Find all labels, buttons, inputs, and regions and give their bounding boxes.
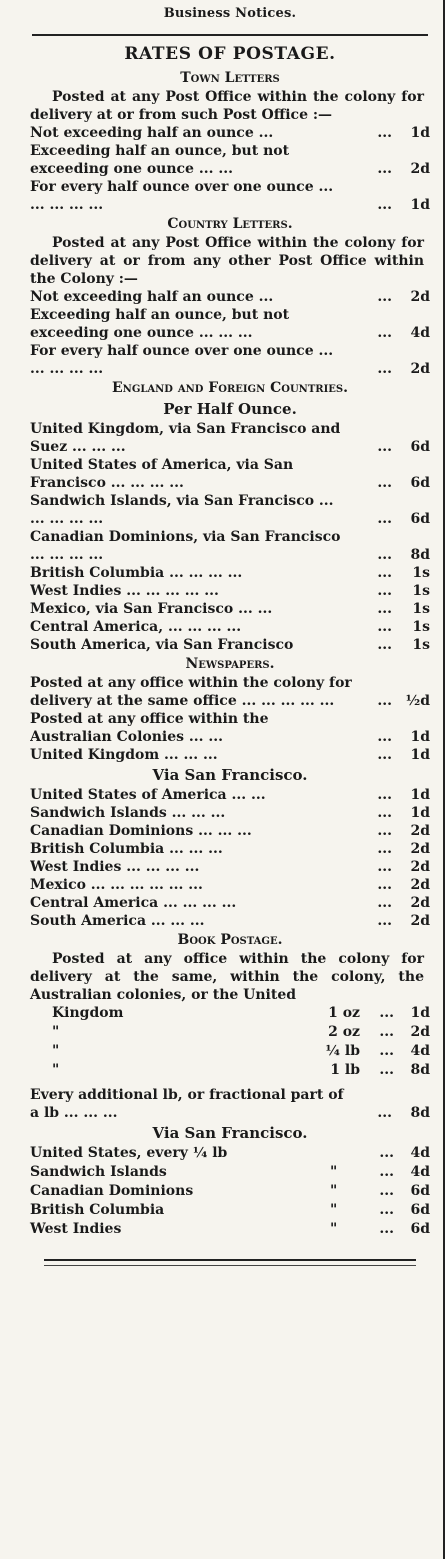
rate-row <box>30 564 430 582</box>
row-description: British Columbia ... ... ... <box>30 841 223 857</box>
row-leader: ... <box>377 511 392 527</box>
row-leader: ... <box>377 787 392 803</box>
book-additional-row <box>30 1086 430 1122</box>
rate-row <box>30 124 430 142</box>
row-leader: ... <box>379 1024 394 1040</box>
rate-row <box>30 456 430 492</box>
row-price: 6d <box>410 1202 430 1218</box>
row-price: 1d <box>410 787 430 803</box>
row-weight: " <box>330 1202 338 1218</box>
row-weight: 2 oz <box>328 1024 360 1040</box>
rate-row <box>30 618 430 636</box>
row-leader: ... <box>377 583 392 599</box>
row-price: 1d <box>410 125 430 141</box>
row-leader: ... <box>377 729 392 745</box>
row-price: 1d <box>410 1005 430 1021</box>
book-via-heading: Via San Francisco. <box>152 1124 308 1142</box>
weight-row <box>30 1042 430 1061</box>
row-description: For every half ounce over one ounce ... ... ... ... ... <box>30 343 334 377</box>
row-price: 6d <box>410 475 430 491</box>
newspapers-via-heading: Via San Francisco. <box>152 766 308 784</box>
rate-row <box>30 840 430 858</box>
row-weight: 1 oz <box>328 1005 360 1021</box>
row-leader: ... <box>377 361 392 377</box>
row-description: Central America ... ... ... ... <box>30 895 237 911</box>
row-leader: ... <box>377 289 392 305</box>
row-price: 1d <box>410 805 430 821</box>
rate-row <box>30 288 430 306</box>
row-price: 4d <box>410 1043 430 1059</box>
rate-row <box>30 582 430 600</box>
row-label: United States, every ¼ lb <box>30 1145 228 1161</box>
rate-row <box>30 674 430 710</box>
row-price: 2d <box>410 1024 430 1040</box>
row-description: Not exceeding half an ounce ... <box>30 125 274 141</box>
row-leader: ... <box>379 1164 394 1180</box>
row-description: United States of America ... ... <box>30 787 266 803</box>
weight-row <box>30 1004 430 1023</box>
rate-row <box>30 342 430 378</box>
row-price: 1s <box>412 619 430 635</box>
row-weight: ¼ lb <box>325 1043 360 1059</box>
row-description: For every half ounce over one ounce ... ... ... ... ... <box>30 179 334 213</box>
row-description: Canadian Dominions ... ... ... <box>30 823 252 839</box>
book-weight-rates <box>30 1004 430 1080</box>
row-weight: " <box>330 1221 338 1237</box>
row-leader: ... <box>379 1062 394 1078</box>
row-leader: ... <box>377 841 392 857</box>
row-label: " <box>52 1043 60 1059</box>
rate-row <box>30 858 430 876</box>
row-leader: ... <box>379 1202 394 1218</box>
row-leader: ... <box>377 693 392 709</box>
row-leader: ... <box>379 1043 394 1059</box>
row-price: 2d <box>410 859 430 875</box>
row-price: 2d <box>410 289 430 305</box>
row-description: Not exceeding half an ounce ... <box>30 289 274 305</box>
row-price: 1s <box>412 565 430 581</box>
row-price: 8d <box>410 547 430 563</box>
row-price: 6d <box>410 1221 430 1237</box>
row-price: 8d <box>410 1105 430 1121</box>
newspaper-rates <box>30 674 430 764</box>
row-leader: ... <box>377 877 392 893</box>
row-price: 2d <box>410 877 430 893</box>
row-description: South America, via San Francisco <box>30 637 294 653</box>
row-label: British Columbia <box>30 1202 165 1218</box>
row-price: 2d <box>410 361 430 377</box>
foreign-subheading: Per Half Ounce. <box>163 400 297 418</box>
weight-row <box>30 1163 430 1182</box>
row-label: Sandwich Islands <box>30 1164 167 1180</box>
row-price: 4d <box>410 325 430 341</box>
row-leader: ... <box>377 619 392 635</box>
foreign-rates <box>30 420 430 654</box>
row-description: Mexico ... ... ... ... ... ... <box>30 877 203 893</box>
rate-row <box>30 420 430 456</box>
rate-row <box>30 804 430 822</box>
weight-row <box>30 1144 430 1163</box>
bottom-rule-thin <box>44 1265 416 1266</box>
row-leader: ... <box>377 475 392 491</box>
row-leader: ... <box>377 823 392 839</box>
weight-row <box>30 1201 430 1220</box>
row-price: 6d <box>410 1183 430 1199</box>
row-price: 2d <box>410 161 430 177</box>
rate-row <box>30 822 430 840</box>
row-leader: ... <box>377 859 392 875</box>
row-description: West Indies ... ... ... ... ... <box>30 583 219 599</box>
rate-row <box>30 528 430 564</box>
row-description: Exceeding half an ounce, but not exceeding one ounce ... ... ... <box>30 307 290 341</box>
rate-row <box>30 142 430 178</box>
row-description: Posted at any office within the colony for delivery at the same office ... ... ... ... ... <box>30 675 352 709</box>
row-price: 1s <box>412 637 430 653</box>
rate-row <box>30 492 430 528</box>
row-price: 4d <box>410 1145 430 1161</box>
country-letters-intro: Posted at any Post Office within the colony for delivery at or from any other Post Office within the Colony :— <box>30 235 424 287</box>
row-price: 1d <box>410 197 430 213</box>
book-postage-intro: Posted at any office within the colony for delivery at the same, within the colony, the Australian colonies, or the United <box>30 951 424 1003</box>
rate-row <box>30 894 430 912</box>
row-leader: ... <box>377 565 392 581</box>
book-via-rates <box>30 1144 430 1239</box>
row-description: Central America, ... ... ... ... <box>30 619 242 635</box>
section-header: Business Notices. <box>163 6 297 21</box>
row-leader: ... <box>377 547 392 563</box>
row-leader: ... <box>377 197 392 213</box>
row-weight: 1 lb <box>330 1062 360 1078</box>
row-price: 2d <box>410 895 430 911</box>
page-title: RATES OF POSTAGE. <box>124 44 336 64</box>
row-leader: ... <box>377 325 392 341</box>
row-description: Exceeding half an ounce, but not exceeding one ounce ... ... <box>30 143 290 177</box>
row-price: 1d <box>410 729 430 745</box>
country-letters-rates <box>30 288 430 378</box>
row-description: British Columbia ... ... ... ... <box>30 565 243 581</box>
row-leader: ... <box>379 1005 394 1021</box>
row-description: Every additional lb, or fractional part of a lb ... ... ... <box>30 1087 344 1121</box>
row-leader: ... <box>377 637 392 653</box>
country-letters-heading: Country Letters. <box>167 216 293 232</box>
row-description: United Kingdom ... ... ... <box>30 747 218 763</box>
row-price: 6d <box>410 439 430 455</box>
row-label: " <box>52 1062 60 1078</box>
row-leader: ... <box>377 1105 392 1121</box>
row-label: West Indies <box>30 1221 122 1237</box>
divider <box>32 34 428 36</box>
row-description: Posted at any office within the Australian Colonies ... ... <box>30 711 269 745</box>
rate-row <box>30 710 430 746</box>
row-description: Mexico, via San Francisco ... ... <box>30 601 273 617</box>
town-letters-intro: Posted at any Post Office within the colony for delivery at or from such Post Office :— <box>30 89 424 123</box>
row-leader: ... <box>377 805 392 821</box>
row-label: Canadian Dominions <box>30 1183 194 1199</box>
row-description: Canadian Dominions, via San Francisco ... ... ... ... <box>30 529 341 563</box>
row-description: South America ... ... ... <box>30 913 205 929</box>
weight-row <box>30 1061 430 1080</box>
row-description: United Kingdom, via San Francisco and Suez ... ... ... <box>30 421 341 455</box>
row-price: 2d <box>410 823 430 839</box>
row-price: 6d <box>410 511 430 527</box>
row-description: Sandwich Islands ... ... ... <box>30 805 226 821</box>
weight-row <box>30 1220 430 1239</box>
row-leader: ... <box>379 1221 394 1237</box>
row-description: Sandwich Islands, via San Francisco ... ... ... ... ... <box>30 493 334 527</box>
row-price: ½d <box>405 693 430 709</box>
row-price: 4d <box>410 1164 430 1180</box>
row-leader: ... <box>377 439 392 455</box>
row-label: Kingdom <box>52 1005 124 1021</box>
row-leader: ... <box>377 913 392 929</box>
row-weight: " <box>330 1164 338 1180</box>
weight-row <box>30 1023 430 1042</box>
rate-row <box>30 636 430 654</box>
row-weight: " <box>330 1183 338 1199</box>
foreign-heading: England and Foreign Countries. <box>112 380 348 396</box>
row-leader: ... <box>377 125 392 141</box>
row-description: United States of America, via San Francisco ... ... ... ... <box>30 457 294 491</box>
town-letters-heading: Town Letters <box>180 70 280 86</box>
row-leader: ... <box>377 895 392 911</box>
postage-column <box>30 0 430 1266</box>
weight-row <box>30 1182 430 1201</box>
rate-row <box>30 600 430 618</box>
book-postage-heading: Book Postage. <box>177 932 283 948</box>
row-leader: ... <box>377 601 392 617</box>
row-price: 8d <box>410 1062 430 1078</box>
row-label: " <box>52 1024 60 1040</box>
rate-row <box>30 786 430 804</box>
rate-row <box>30 876 430 894</box>
row-price: 2d <box>410 913 430 929</box>
town-letters-rates <box>30 124 430 214</box>
rate-row <box>30 912 430 930</box>
bottom-rule <box>44 1259 416 1261</box>
row-leader: ... <box>379 1145 394 1161</box>
row-leader: ... <box>377 747 392 763</box>
rate-row <box>30 306 430 342</box>
newspaper-via-rates <box>30 786 430 930</box>
newspapers-heading: Newspapers. <box>185 656 275 672</box>
row-leader: ... <box>377 161 392 177</box>
rate-row <box>30 746 430 764</box>
row-price: 1s <box>412 583 430 599</box>
rate-row <box>30 178 430 214</box>
row-description: West Indies ... ... ... ... <box>30 859 200 875</box>
row-price: 1d <box>410 747 430 763</box>
row-leader: ... <box>379 1183 394 1199</box>
row-price: 1s <box>412 601 430 617</box>
row-price: 2d <box>410 841 430 857</box>
